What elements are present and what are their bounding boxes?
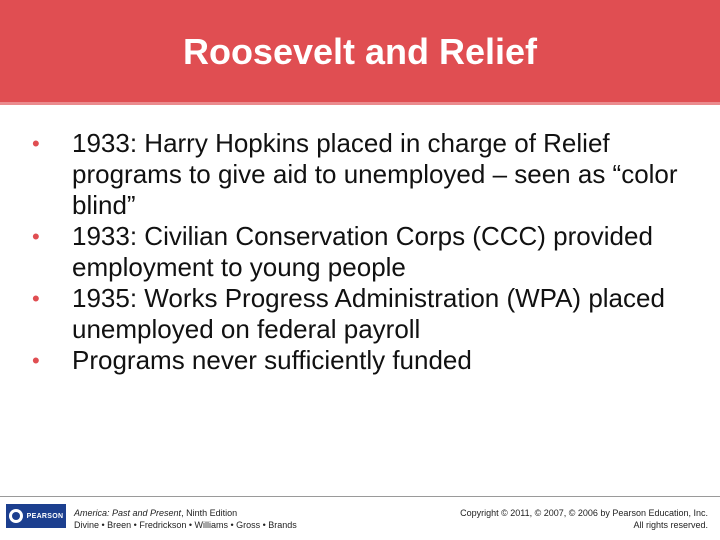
bullet-text: 1935: Works Progress Administration (WPA) placed unemployed on federal payroll bbox=[72, 283, 665, 344]
copyright-line: Copyright © 2011, © 2007, © 2006 by Pearson Education, Inc. bbox=[460, 508, 708, 518]
bullet-item bbox=[0, 221, 720, 283]
rights-line: All rights reserved. bbox=[633, 520, 708, 530]
book-authors: Divine • Breen • Fredrickson • Williams • Gross • Brands bbox=[74, 520, 297, 530]
bullet-item bbox=[0, 128, 720, 221]
banner-divider bbox=[0, 102, 720, 105]
bullet-dot-icon: • bbox=[32, 348, 40, 373]
bullet-text: 1933: Civilian Conservation Corps (CCC) provided employment to young people bbox=[72, 221, 653, 282]
title-banner bbox=[0, 0, 720, 105]
slide-title: Roosevelt and Relief bbox=[182, 31, 538, 72]
bullet-item bbox=[0, 283, 720, 345]
bullet-dot-icon: • bbox=[32, 131, 40, 156]
footer-divider bbox=[0, 496, 720, 497]
pearson-logo bbox=[6, 504, 66, 528]
book-edition: , Ninth Edition bbox=[181, 508, 238, 518]
pearson-mark-icon bbox=[9, 509, 23, 523]
book-title: America: Past and Present bbox=[74, 508, 182, 518]
bullet-list bbox=[0, 128, 720, 376]
copyright-notice bbox=[460, 507, 708, 531]
book-citation bbox=[74, 507, 297, 531]
bullet-dot-icon: • bbox=[32, 224, 40, 249]
logo-text: PEARSON bbox=[26, 512, 64, 520]
bullet-text: Programs never sufficiently funded bbox=[72, 345, 472, 375]
bullet-dot-icon: • bbox=[32, 286, 40, 311]
bullet-text: 1933: Harry Hopkins placed in charge of Relief programs to give aid to unemployed – seen as “color blind” bbox=[72, 128, 678, 220]
bullet-item bbox=[0, 345, 720, 376]
